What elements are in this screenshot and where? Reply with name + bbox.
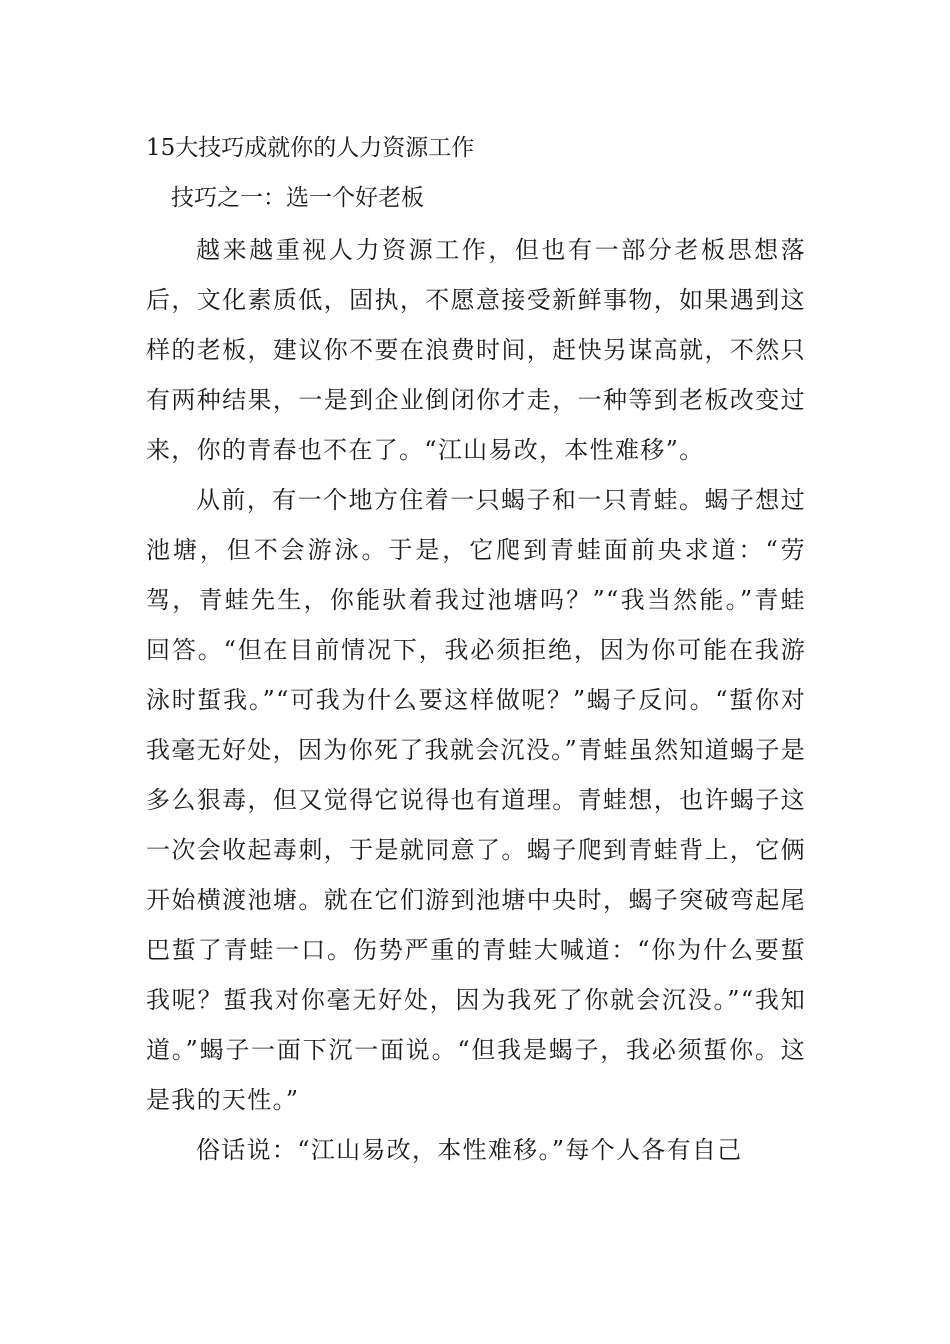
paragraph-proverb: 俗话说：“江山易改，本性难移。”每个人各有自己	[196, 1136, 743, 1164]
paragraph-scorpion-frog-story: 从前，有一个地方住着一只蝎子和一只青蛙。蝎子想过池塘，但不会游泳。于是，它爬到青蛙面前央求道：“劳驾，青蛙先生，你能驮着我过池塘吗？”“我当然能。”青蛙回答。“但在目前情况下，我必须拒绝，因为你可能在我游泳时蜇我。”“可我为什么要这样做呢？”蝎子反问。“蜇你对我毫无好处，因为你死了我就会沉没。”青蛙虽然知道蝎子是多么狠毒，但又觉得它说得也有道理。青蛙想，也许蝎子这一次会收起毒刺，于是就同意了。蝎子爬到青蛙背上，它俩开始横渡池塘。就在它们游到池塘中央时，蝎子突破弯起尾巴蜇了青蛙一口。伤势严重的青蛙大喊道：“你为什么要蜇我呢？蜇我对你毫无好处，因为我死了你就会沉没。”“我知道。”蝎子一面下沉一面说。“但我是蝎子，我必须蜇你。这是我的天性。”	[146, 486, 806, 1114]
document-body	[146, 225, 806, 1175]
paragraph-boss-advice: 越来越重视人力资源工作，但也有一部分老板思想落后，文化素质低，固执，不愿意接受新鲜事物，如果遇到这样的老板，建议你不要在浪费时间，赶快另谋高就，不然只有两种结果，一是到企业倒闭你才走，一种等到老板改变过来，你的青春也不在了。“江山易改，本性难移”。	[146, 236, 806, 464]
section-heading: 技巧之一：选一个好老板	[171, 185, 424, 211]
document-title: 15大技巧成就你的人力资源工作	[146, 135, 475, 161]
